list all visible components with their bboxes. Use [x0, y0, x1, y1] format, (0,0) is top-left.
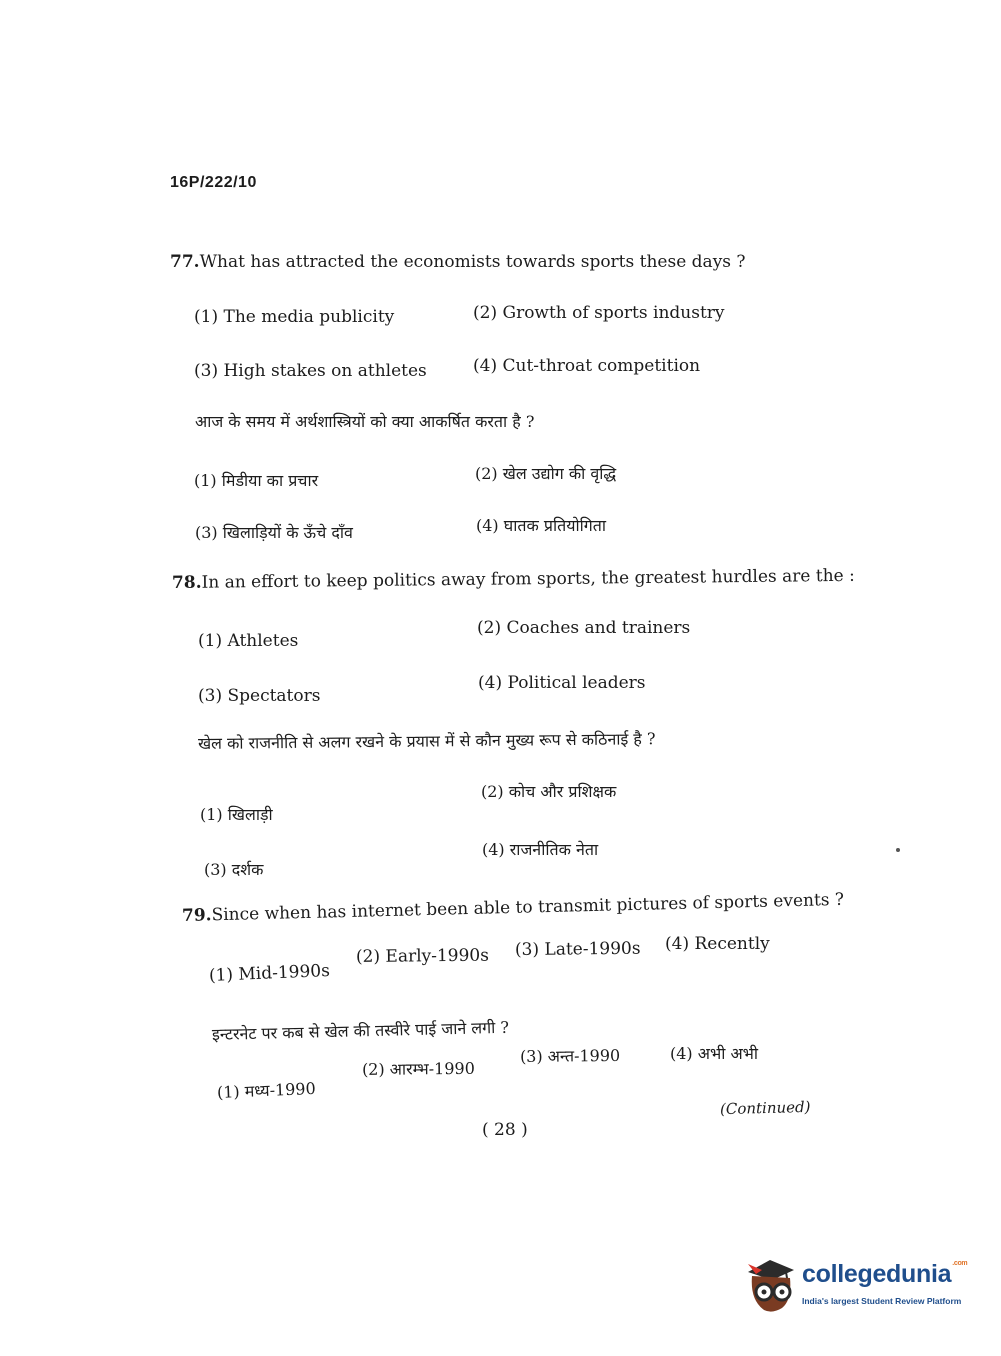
page-number: ( 28 ) [482, 1120, 528, 1140]
paper-code: 16P/222/10 [170, 174, 257, 191]
option-78-4-hindi: (4) राजनीतिक नेता [482, 840, 599, 859]
question-number: 79. [181, 905, 212, 926]
option-79-3-hindi: (3) अन्त-1990 [519, 1045, 621, 1066]
option-79-1: (1) Mid-1990s [208, 960, 331, 986]
question-78-hindi: खेल को राजनीति से अलग रखने के प्रयास में से कौन मुख्य रूप से कठिनाई है ? [197, 729, 656, 753]
question-text: What has attracted the economists towards sports these days ? [199, 252, 746, 272]
option-78-1: (1) Athletes [198, 631, 299, 651]
question-text: In an effort to keep politics away from sports, the greatest hurdles are the : [201, 565, 855, 593]
option-77-3-hindi: (3) खिलाड़ियों के ऊँचे दाँव [195, 523, 353, 542]
question-number: 77. [170, 252, 200, 272]
option-77-4: (4) Cut-throat competition [473, 356, 701, 376]
logo-wordmark: collegedunia$^{.com}$ [802, 1260, 968, 1288]
option-79-1-hindi: (1) मध्य-1990 [216, 1078, 317, 1102]
option-77-1: (1) The media publicity [194, 307, 395, 327]
continued-note: (Continued) [719, 1097, 811, 1119]
question-79-hindi: इन्टरनेट पर कब से खेल की तस्वीरे पाई जाने लगी ? [211, 1017, 510, 1044]
option-78-2-hindi: (2) कोच और प्रशिक्षक [481, 782, 617, 801]
option-78-3-hindi: (3) दर्शक [204, 860, 264, 879]
option-78-4: (4) Political leaders [478, 673, 646, 693]
option-79-3: (3) Late-1990s [514, 938, 641, 960]
question-77 [170, 252, 746, 272]
option-77-2: (2) Growth of sports industry [473, 303, 725, 323]
option-79-2: (2) Early-1990s [355, 945, 490, 967]
question-text: Since when has internet been able to transmit pictures of sports events ? [211, 889, 845, 926]
option-79-4: (4) Recently [665, 934, 770, 954]
option-78-1-hindi: (1) खिलाड़ी [200, 805, 273, 824]
question-79 [182, 890, 845, 926]
option-78-3: (3) Spectators [198, 686, 321, 706]
option-78-2: (2) Coaches and trainers [477, 618, 691, 638]
option-77-1-hindi: (1) मिडीया का प्रचार [194, 471, 319, 490]
scan-speck [896, 848, 900, 852]
logo-tagline: India's largest Student Review Platform [802, 1296, 962, 1306]
mascot-icon [742, 1250, 800, 1316]
option-77-3: (3) High stakes on athletes [194, 361, 427, 381]
option-79-4-hindi: (4) अभी अभी [670, 1044, 759, 1063]
option-79-2-hindi: (2) आरम्भ-1990 [361, 1058, 475, 1079]
question-77-hindi: आज के समय में अर्थशास्त्रियों को क्या आकर्षित करता है ? [195, 412, 535, 431]
option-77-4-hindi: (4) घातक प्रतियोगिता [476, 516, 607, 535]
option-77-2-hindi: (2) खेल उद्योग की वृद्धि [475, 464, 617, 483]
collegedunia-logo [742, 1250, 972, 1320]
question-number: 78. [171, 572, 202, 593]
question-78 [172, 566, 855, 593]
